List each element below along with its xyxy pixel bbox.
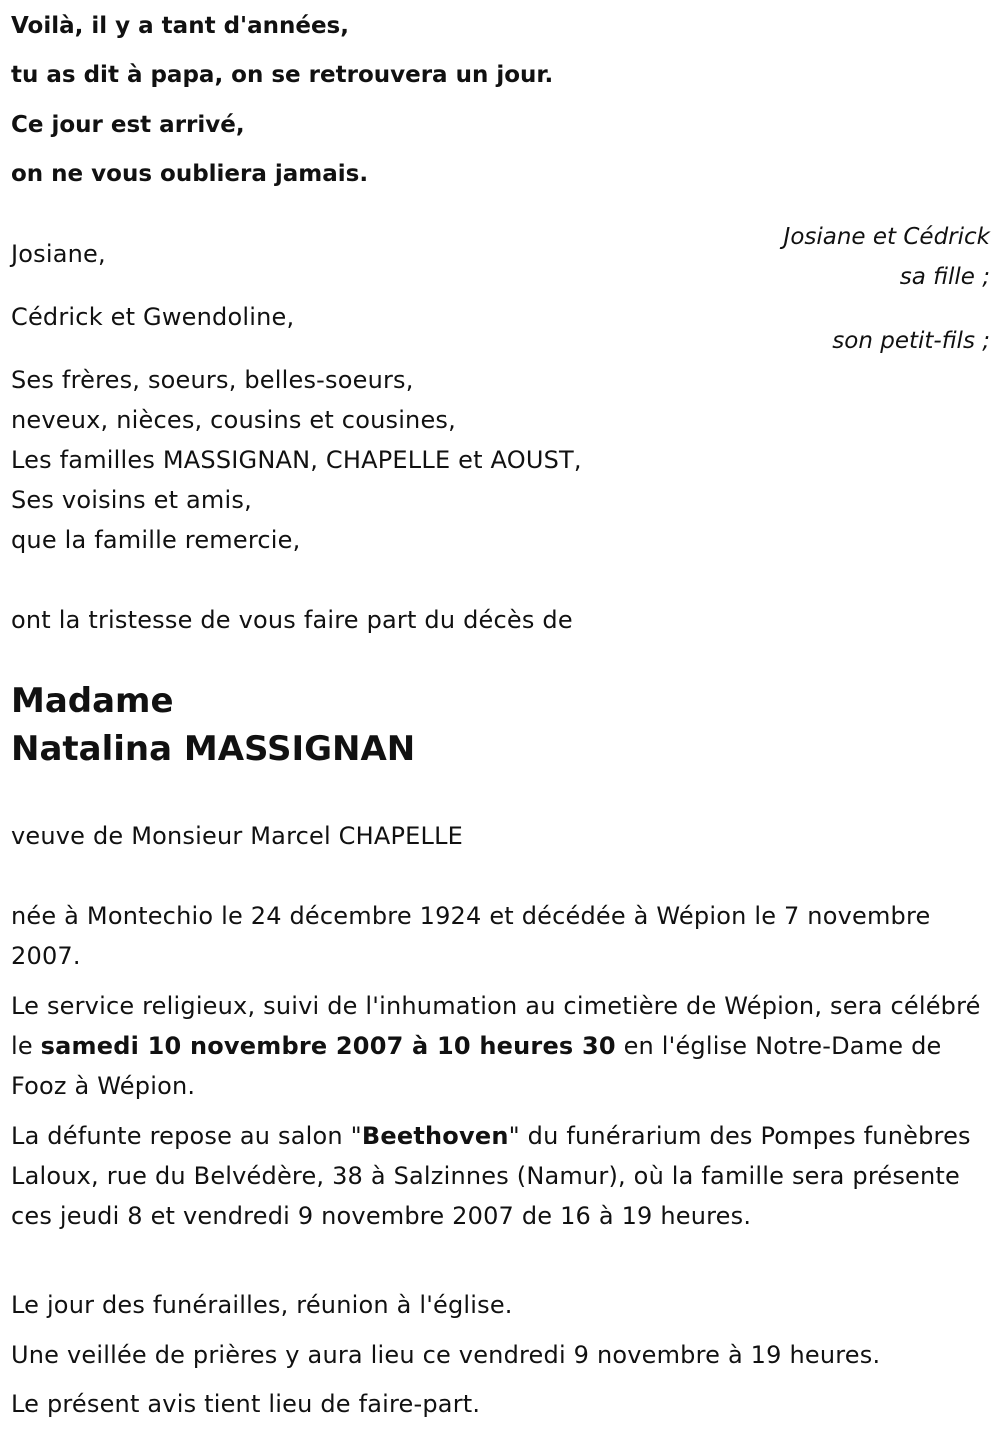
deceased-name: Natalina MASSIGNAN: [11, 729, 416, 769]
poem-line-1: Voilà, il y a tant d'années,: [11, 13, 349, 39]
service-paragraph: [11, 986, 986, 1106]
right-relation-grandson: son petit-fils ;: [832, 328, 990, 354]
family-line-4: Ses voisins et amis,: [11, 486, 252, 514]
poem-line-4: on ne vous oubliera jamais.: [11, 161, 369, 187]
rest-paragraph: [11, 1116, 986, 1236]
vigil-paragraph: Une veillée de prières y aura lieu ce vendredi 9 novembre à 19 heures.: [11, 1341, 881, 1369]
birth-death-paragraph: née à Montechio le 24 décembre 1924 et décédée à Wépion le 7 novembre 2007.: [11, 902, 931, 970]
rest-text-pre: La défunte repose au salon ": [11, 1122, 362, 1150]
widow-of: veuve de Monsieur Marcel CHAPELLE: [11, 822, 464, 850]
deceased-title: Madame: [11, 681, 174, 721]
right-relation-daughter: sa fille ;: [899, 264, 990, 290]
notice-paragraph: Le présent avis tient lieu de faire-part.: [11, 1390, 481, 1418]
right-names: Josiane et Cédrick: [783, 224, 990, 250]
poem-line-2: tu as dit à papa, on se retrouvera un jour.: [11, 62, 554, 88]
salon-name: Beethoven: [361, 1122, 509, 1150]
family-line-5: que la famille remercie,: [11, 526, 301, 554]
family-cedrick: Cédrick et Gwendoline,: [11, 303, 295, 331]
family-josiane: Josiane,: [11, 240, 106, 268]
rest-text-post: " du funérarium des Pompes funèbres Laloux, rue du Belvédère, 38 à Salzinnes (Namur), où la famille sera présente ces jeudi 8 et vendredi 9 novembre 2007 de 16 à 19 heures.: [11, 1122, 971, 1230]
family-line-2: neveux, nièces, cousins et cousines,: [11, 406, 456, 434]
poem-line-3: Ce jour est arrivé,: [11, 112, 245, 138]
announcement: ont la tristesse de vous faire part du décès de: [11, 606, 573, 634]
service-text-post: en l'église Notre-Dame de Fooz à Wépion.: [11, 1032, 942, 1100]
service-text-pre: Le service religieux, suivi de l'inhumation au cimetière de Wépion, sera célébré le: [11, 992, 981, 1060]
service-datetime: samedi 10 novembre 2007 à 10 heures 30: [40, 1032, 616, 1060]
meeting-paragraph: Le jour des funérailles, réunion à l'église.: [11, 1291, 513, 1319]
family-line-1: Ses frères, soeurs, belles-soeurs,: [11, 366, 414, 394]
family-line-3: Les familles MASSIGNAN, CHAPELLE et AOUST,: [11, 446, 582, 474]
